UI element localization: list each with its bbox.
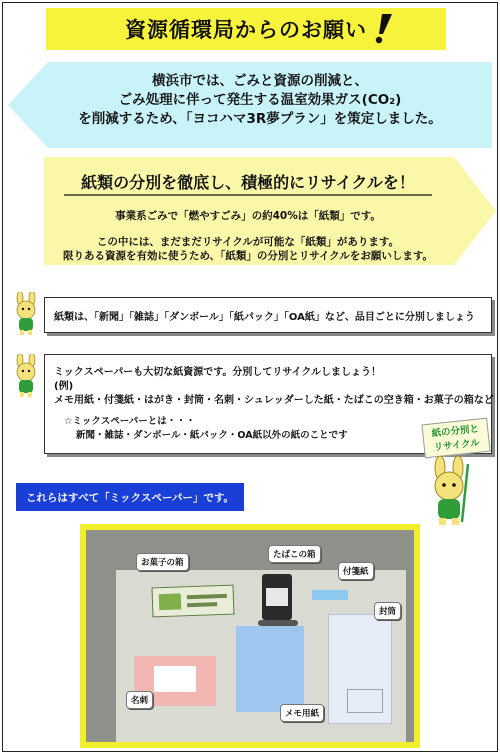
label-memo-paper: メモ用紙 xyxy=(280,704,324,722)
sticky-note-shape xyxy=(312,590,348,600)
mascot-icon xyxy=(416,456,486,526)
intro-line: ごみ処理に伴って発生する温室効果ガス(CO₂) xyxy=(118,92,402,108)
mixed-paper-examples: メモ用紙・付箋紙・はがき・封筒・名刺・シュレッダーした紙・たばこの空き箱・お菓子の箱など xyxy=(54,395,494,406)
business-card-shape xyxy=(154,666,196,692)
mixed-paper-line: ミックスペーパーも大切な紙資源です。分別してリサイクルしましょう！ xyxy=(54,367,381,378)
cigarette-box-shape xyxy=(262,574,292,620)
envelope-shape xyxy=(328,614,392,724)
heading-underline xyxy=(64,193,432,197)
appeal-line: 事業系ごみで「燃やすごみ」の約40%は「紙類」です。 xyxy=(115,210,381,222)
mascot-icon xyxy=(8,354,44,398)
label-cigarette-box: たばこの箱 xyxy=(268,545,321,563)
mixed-paper-example-label: (例) xyxy=(54,381,74,392)
label-business-card: 名刺 xyxy=(126,691,153,709)
page-title: 資源循環局からのお願い xyxy=(125,18,367,42)
intro-line: を削減するため、「ヨコハマ3R夢プラン」を策定しました。 xyxy=(78,111,442,127)
stamp-line: 紙の分別と xyxy=(431,423,480,440)
mascot-icon xyxy=(8,292,44,336)
intro-text xyxy=(40,72,480,129)
mixed-paper-note-body: 新聞・雑誌・ダンボール・紙パック・OA紙以外の紙のことです xyxy=(76,430,348,441)
mixed-paper-note-title: ☆ミックスペーパーとは・・・ xyxy=(64,416,196,427)
snack-box-shape xyxy=(152,585,235,618)
appeal-line: 限りある資源を有効に使うため、「紙類」の分別とリサイクルをお願いします。 xyxy=(62,250,434,262)
label-sticky-note: 付箋紙 xyxy=(338,562,374,580)
label-envelope: 封筒 xyxy=(374,602,401,620)
label-snack-box: お菓子の箱 xyxy=(136,553,189,571)
paper-types-text: 紙類は、「新聞」「雑誌」「ダンボール」「紙パック」「OA紙」など、品目ごとに分別しましょう xyxy=(54,312,475,323)
intro-line: 横浜市では、ごみと資源の削減と、 xyxy=(152,73,368,89)
appeal-line: この中には、まだまだリサイクルが可能な「紙類」があります。 xyxy=(96,236,400,248)
exclamation-icon xyxy=(368,12,398,44)
memo-paper-shape xyxy=(236,626,304,712)
recycle-stamp xyxy=(421,418,490,459)
mixed-paper-banner: これらはすべて「ミックスペーパー」です。 xyxy=(16,483,244,511)
appeal-heading: 紙類の分別を徹底し、積極的にリサイクルを！ xyxy=(81,173,415,192)
stamp-line: リサイクル xyxy=(433,437,481,454)
